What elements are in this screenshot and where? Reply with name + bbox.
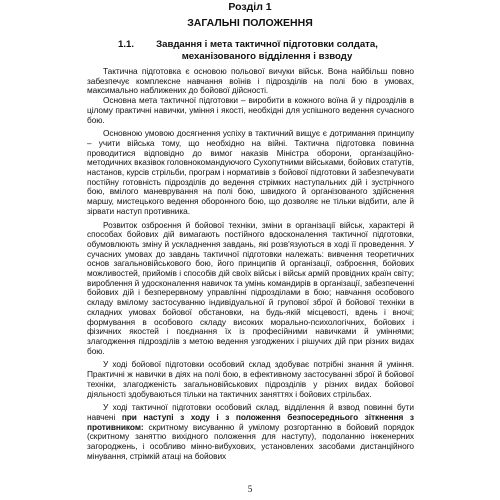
subsection-title [147, 39, 387, 62]
paragraph-6 [87, 403, 414, 461]
body-text [87, 67, 414, 487]
paragraph-2: Основна мета тактичної підготовки – виробити в кожного воїна й у підрозділів в цілому практичні навички, уміння і якості, необхідні для успішного ведення сучасного бою. [87, 95, 414, 125]
subsection-title-line-1: Завдання і мета тактичної підготовки солдата, [156, 39, 378, 50]
page-number: 5 [247, 484, 253, 494]
paragraph-5: У ході бойової підготовки особовий склад здобуває потрібні знання й уміння. Практичні ж навички в діях на полі бою, в ефективному застосуванні зброї й бойової техніки, злагодженість загальновійськових підрозділів у різних видах бойової діяльності здобуваються тільки на тактичних заняттях і бойових стрільбах. [87, 359, 414, 399]
subsection-number: 1.1. [118, 39, 135, 50]
subsection-title-line-2: механізованого відділення і взводу [181, 50, 353, 62]
section-label: Розділ 1 [228, 1, 272, 13]
paragraph-4: Розвиток озброєння й бойової техніки, зміни в організації військ, характері й способах бойових дій вимагають постійного вдосконалення тактичної підготовки, обумовлюють зміну й ускладнення завдань, які розв'язуються в ході її проведення. У сучасних умовах до завдань тактичної підготовки належать: вивчення теоретичних основ загальновійськового бою, його принципів й організації, озброєння, бойових можливостей, прийомів і способів дій своїх військ і військ армій провідних країн світу; вироблення й удосконалення навичок та умінь командирів в організації, забезпеченні бойових дій і безперервному управлінні підрозділами в бою; навчання особового складу вмілому застосуванню індивідуальної й групової зброї й бойової техніки в складних умовах бойової обстановки, на будь-якій місцевості, вдень і вночі; формування в особового складу високих морально-психологічних, бойових і фізичних якостей і поєднання їх із професійними навичками й уміннями; злагодження підрозділів з метою ведення узгоджених і рішучих дій при різних видах бою. [87, 219, 414, 356]
chapter-title: ЗАГАЛЬНІ ПОЛОЖЕННЯ [187, 17, 313, 29]
paragraph-6-emphasis: при наступі з ходу і з положення безпосереднього зіткнення з противником: [87, 411, 414, 432]
paragraph-1: Тактична підготовка є основою польової вичуки військ. Вона найбільш повно забезпечує комплексне навчання воїнів і підрозділів на полі бою в умовах, максимально наближених до бойової дійсності. [87, 67, 414, 96]
paragraph-6-continuation: скритному висуванню й умілому розгортанню в бойовий порядок (скритному заняттю вихідного положення для наступу), подоланню інженерних загороджень, і особливо мінно-вибухових, установлених засобами дистанційного мінування, стрімкій атаці на бойових [87, 421, 414, 461]
paragraph-3: Основною умовою досягнення успіху в тактичний вищує є дотримання принципу – учити військa тому, що необхідно на війні. Тактична підготовка повинна проводитися відповідно до вимог наказів Міністра оборони, організаційно-методичних вказівок головнокомандуючого Сухопутними військами, бойових статутів, настанов, курсів стрільби, програм і нормативів з бойової підготовки й забезпечувати постійну готовність підрозділів до ведення стрімких наступальних дій і зустрічного бою, вмілого маневрування на полі бою, швидкого й організованого здійснення маршу, мистецького ведення оборонного бою, що дозволяє не тільки відбити, але й зірвати наступ противника. [87, 128, 414, 216]
paragraph-6-intro: У ході тактичної підготовки особовий склад, відділення й взвод повинні бути навчені [87, 402, 414, 422]
